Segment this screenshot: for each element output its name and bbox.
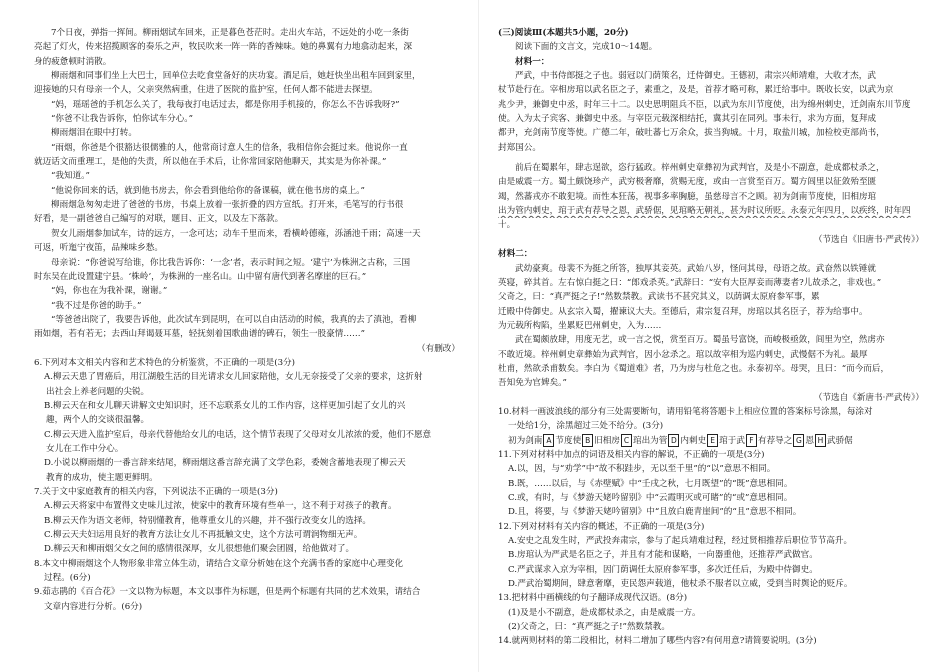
text-segment: 有荐导之 (757, 435, 793, 446)
story-dialogue: “我知道。” (51, 171, 90, 182)
text-segment: 恩 (805, 435, 814, 446)
question-7 (34, 485, 460, 557)
material-2-source: （节选自《新唐书·严武传》） (813, 392, 924, 403)
question-stem: 11.下列对材料中加点的词语及相关内容的解说，不正确的一项是(3分) (498, 449, 765, 460)
sentence-2: (2)父奇之，曰：“真严挺之子!”然数禁教。 (508, 622, 670, 633)
option-d: D.严武治蜀期间，肆意奢靡，吏民怨声载道，他杖杀不服者以立威，受到当时舆论的贬斥。 (508, 579, 853, 590)
section-title: (三)阅读Ⅲ(本题共5小题，20分) (498, 28, 629, 38)
option-b: B.既，……以后，与《赤壁赋》中“壬戌之秋，七月既望”的“既”意思相同。 (508, 478, 793, 489)
story-line: 身的疲惫顿时消散。 (34, 56, 112, 67)
question-stem-cont: 文章内容进行分析。(6分) (44, 601, 143, 612)
option-d: D.柳云天和柳雨烟父女之间的感情很深厚，女儿很想他们聚会团圆，给他做对了。 (44, 544, 355, 555)
question-stem: 10.材料一画波浪线的部分有三处需要断句，请用铅笔将答题卡上相应位置的答案标号涂黑，每涂对 (498, 406, 873, 417)
left-column (34, 26, 460, 666)
option-b: B.柳云天作为语文老师，特别懂教育，他尊重女儿的兴趣，并不强行改变女儿的选择。 (44, 515, 372, 526)
material-paragraph: 严武，中书侍郎挺之子也。弱冠以门荫策名，迁侍御史。王德初，肃宗兴师靖难，大收才杰，武 (515, 71, 876, 82)
option-c: C.柳云天进入监护室后，母亲代替他给女儿的电话，这个情节表现了父母对女儿浓浓的爱，他们不愿意 (44, 429, 432, 440)
story-paragraph: 贺女儿雨烟参加试车，诗的远方，一念可达；动车千里而来，看横岭德雍，泺涵池千雨；高速一天 (51, 228, 421, 239)
material-paragraph: 武在蜀颇放肆，用度无艺，或一言之悦，赏至百万。蜀虽号富饶，而峻极亟敛，闾里为空，然虏亦 (515, 335, 885, 346)
option-a-cont: 出社会上养老问题的尖锐。 (46, 386, 150, 397)
answer-box-f[interactable]: F (746, 434, 757, 447)
option-d: D.小说以柳雨烟的一番言辞来结尾，柳雨烟这番言辞充满了文学色彩，委婉含蓄地表现了柳云天 (44, 458, 406, 469)
option-b: B.柳云天在和女儿聊天讲解文史知识时，还不忘联系女儿的工作内容，这样更加引起了女儿的兴 (44, 400, 406, 411)
option-c: C.或，有时，与《梦游天姥吟留别》中“云霞明灭或可睹”的“或”意思相同。 (508, 493, 793, 503)
story-line: 亮起了灯火，传来招揽顾客的奏乐之声，牧民吹来一阵一阵的香辣味。她的鼻翼有力地翕动起来，深 (34, 42, 413, 53)
option-a: A.安史之乱发生时，严武投奔肃宗，参与了起兵靖难过程，经过贤相推荐后职位节节高升。 (508, 536, 853, 547)
story-line: 雨如烟，若有若无；去西山拜谒聂耳墓，轻抚刻着国歌曲谱的碑石，领生一股豪情……” (34, 329, 365, 340)
question-13 (498, 591, 924, 634)
answer-box-h[interactable]: H (815, 434, 826, 447)
story-line: 就迈话文而重理工，是他的失责，所以他在手术后，让你常回家陪他聊天，其实是为你补课。” (34, 157, 387, 168)
story-paragraph: 柳雨烟急匆匆走进了爸爸的书房，书桌上放着一张折叠的四方宣纸。打开来，毛笔写的行书很 (51, 200, 404, 211)
story-paragraph: 7个日夜，弹指一挥间。柳雨烟试车回来，正是暮色苍茫时。走出火车站，不远处的小吃一条街 (51, 28, 409, 38)
question-12 (498, 520, 924, 592)
option-d: D.且，将要，与《梦游天姥吟留别》中“且放白鹿青崖间”的“且”意思不相同。 (508, 507, 802, 518)
answer-box-b[interactable]: B (582, 434, 593, 447)
question-11 (498, 448, 924, 520)
answer-box-g[interactable]: G (793, 434, 804, 447)
material-line: 杖节赴行在。宰相房琯以武名臣之子，素重之，及是，首荐才略可称，累迁给事中。既收长安，以武为京 (498, 85, 894, 96)
story-line: 时东吴在此设置建宁县。‘株岭’，为株洲的一座名山。山中留有唐代到著名摩崖的巨石。” (34, 271, 367, 282)
option-c-cont: 女儿在工作中分心。 (46, 443, 124, 454)
text-segment: 琯出为管 (632, 435, 668, 446)
material-line: 兆少尹，兼御史中丞，时年三十二。以史思明阻兵不臣，以武为东川节度使，出为绵州刺史，迁剑南东川节度 (498, 99, 911, 110)
question-stem-cont: 过程。(6分) (44, 573, 91, 584)
right-column (498, 26, 924, 666)
sentence-1: (1)及是小不副意，赴成都杖杀之，由是威震一方。 (508, 607, 701, 618)
material-2-text (498, 262, 924, 405)
option-d-cont: 教育的成功，使主题更鲜明。 (46, 472, 158, 483)
question-6 (34, 356, 460, 485)
story-line: 好看，是一副爸爸自己编写的对联，题目、正文，以及左下落款。 (34, 214, 284, 225)
story-paragraph: 柳雨烟和同事们坐上大巴士，回单位去吃食堂备好的庆功宴。酒足后，她赶快坐出租车回到家里， (51, 71, 421, 82)
question-stem-cont: 一处给1分，涂黑超过三处不给分。(3分) (508, 421, 664, 432)
question-14 (498, 634, 924, 648)
story-line: 迎接她的只有母亲一个人，父亲突然病重，住进了医院的监护室，任何人都不能进去探望。 (34, 85, 378, 96)
page-fold-line (478, 0, 479, 672)
story-dialogue: “等爸爸出院了，我要告诉他，此次试车到昆明，在可以自由活动的时候，我真的去了滇池，看柳 (51, 314, 417, 325)
question-stem: 13.把材料中画横线的句子翻译成现代汉语。(8分) (498, 593, 688, 604)
answer-box-d[interactable]: D (668, 434, 679, 447)
question-10 (498, 405, 924, 448)
material-paragraph: 前后在蜀累年，肆志逞欲，恣行猛政。梓州刺史章彝初为武判官，及是小不副意，赴成都杖杀之， (515, 163, 885, 174)
story-dialogue: “雨烟，你爸是个很豁达很儒雅的人，他常商讨意人生的信条，我相信你会挺过来。他说你一直 (51, 142, 408, 153)
story-source: （有删改） (417, 343, 460, 354)
section-instruction: 阅读下面的文言文，完成10～14题。 (515, 42, 658, 53)
text-segment: 琯于武 (719, 435, 745, 446)
material-line: 杜甫，然欲杀甫数矣。李白为《蜀道难》者，乃为房与杜危之也。永泰初卒。母哭，且曰：“而今而后， (498, 363, 890, 374)
material-2-label: 材料二： (498, 249, 533, 260)
story-line: 可返，听迤宁夜笛，品辣味乡愁。 (34, 243, 163, 254)
material-line: 为元载所构陷，坐累贬巴州刺史，入为…… (498, 320, 662, 331)
story-paragraph: 柳雨烟泪在眼中打转。 (51, 128, 137, 139)
question-stem: 9.茹志鹃的《百合花》一文以物为标题，本文以事件为标题，但是两个标题有共同的艺术效果，请结合 (34, 587, 421, 598)
material-line: 由是威震一方。蜀土颇饶珍产，武穷极奢靡，赏赐无度，或由一言赏至百万。蜀方闾里以征敛殆至匮 (498, 177, 877, 188)
material-line: 迁殿中侍御史。从玄宗入蜀，擢谏议大夫。至德后，肃宗复召拜，房琯以其名臣子，荐为给事中。 (498, 306, 868, 317)
material-line: 十。 (498, 220, 516, 231)
option-b: B.房琯认为严武是名臣之子，并且有才能和谋略，一向器重他，还推荐严武做官。 (508, 550, 818, 561)
question-stem: 8.本文中柳雨烟这个人物形象非常立体生动，请结合文章分析她在这个充满书香的家庭中心理变化 (34, 558, 404, 569)
material-line: 英寝，碎其首。左右惊白挺之曰：“郎戏杀英。”武辞曰：“安有大臣厚妾而薄妻者?儿故杀之，非戏也。” (498, 277, 882, 288)
material-wavy-line: 出为管内刺史，琯于武有荐导之恩，武骄倨，见琯略无朝礼，甚为时议所贬。永泰元年四月，以疾终，时年四 (498, 206, 911, 217)
text-segment: 武骄倨 (826, 435, 853, 446)
material-line: 父奇之，曰：“真严挺之子!”然数禁教。武读书不甚究其义，以荫调太原府参军事，累 (498, 292, 820, 303)
question-stem: 14.就两则材料的第二段相比，材料二增加了哪些内容?有何用意?请简要说明。(3分) (498, 636, 817, 647)
question-stem: 12.下列对材料有关内容的概述，不正确的一项是(3分) (498, 521, 705, 532)
option-c: C.严武谋求入京为宰相，因门荫调任太原府参军事，多次迁任后，为殿中侍御史。 (508, 564, 818, 575)
answer-box-a[interactable]: A (543, 434, 554, 447)
story-text (34, 26, 460, 356)
question-stem: 7.关于文中家庭教育的相关内容，下列说法不正确的一项是(3分) (34, 487, 278, 497)
material-paragraph: 武幼豪爽。母裴不为挺之所答，独厚其妾英。武始八岁，怪问其母，母语之故。武奋然以铁锤就 (515, 263, 876, 274)
text-segment: 初为剑南 (508, 435, 543, 446)
material-line: 不敢近境。梓州刺史章彝始为武判官，因小忿杀之。琯以故宰相为巡内刺史，武慢倨不为礼。最厚 (498, 349, 868, 360)
option-a: A.柳云天患了胃癌后，用江湖般生活的目光请求女儿回家陪他，女儿无奈接受了父亲的要求，这折射 (44, 372, 423, 383)
story-dialogue: “我不过是你爸的助手。” (51, 300, 142, 311)
text-segment: 旧相房 (594, 435, 620, 446)
sentence-break-boxes (498, 434, 924, 448)
question-9 (34, 585, 460, 614)
material-1-source: （节选自《旧唐书·严武传》） (813, 234, 924, 245)
option-b-cont: 趣，两个人的交谈很温馨。 (46, 415, 150, 426)
answer-box-e[interactable]: E (707, 434, 718, 447)
material-line: 封郑国公。 (498, 142, 541, 153)
material-line: 使。入为太子宾客、兼御史中丞。与宰臣元载深相结托，冀其引在同列。事未行，求为方面，复拜成 (498, 114, 877, 125)
story-paragraph: 母亲说：“你爸说写给谁，你比我告诉你：‘一念’者，表示时间之短。‘建宁’为株洲之古称，三国 (51, 257, 411, 268)
material-line: 都尹，充剑南节度等使。广德二年，破吐蕃七万余众，拔当狗城。十月，取盐川城，加检校吏部尚书， (498, 128, 885, 139)
option-a: A.以，因，与“劝学”中“故不积跬步，无以至千里”的“以”意思不相同。 (508, 464, 776, 475)
story-dialogue: “妈，瑶瑶爸的手机怎么关了，我每夜打电话过去，都是你用手机接的，你怎么不告诉我呀?” (51, 99, 400, 110)
story-dialogue: “他说你回来的话，就到他书房去，你会看到他给你的备课稿，就在他书房的桌上。” (51, 185, 365, 196)
material-line: 吾知免为官婢矣。” (498, 378, 567, 389)
answer-box-c[interactable]: C (621, 434, 632, 447)
material-1-text (498, 69, 924, 247)
text-segment: 节度使 (555, 435, 582, 446)
material-line: 竭，然蕃戎亦不敢犯境。而性本狂荡，视事多率胸臆，虽慈母言不之顾。初为剑南节度使，旧相房琯 (498, 191, 877, 202)
story-dialogue: “妈，你也在为我补课，谢谢。” (51, 286, 168, 297)
material-1-label: 材料一： (515, 56, 550, 67)
option-a: A.柳云天将家中布置得文史味儿过浓，使家中的教育环境有些单一，这不利于对孩子的教育。 (44, 501, 397, 512)
question-stem: 6.下列对本文相关内容和艺术特色的分析鉴赏，不正确的一项是(3分) (34, 357, 295, 368)
story-dialogue: “你爸不让我告诉你，怕你试车分心。” (51, 114, 193, 125)
question-8 (34, 557, 460, 586)
text-segment: 内刺史 (680, 435, 707, 446)
option-c: C.柳云天夫妇运用良好的教育方法让女儿不再抵触文史，这个方法可谓润物细无声。 (44, 530, 363, 541)
